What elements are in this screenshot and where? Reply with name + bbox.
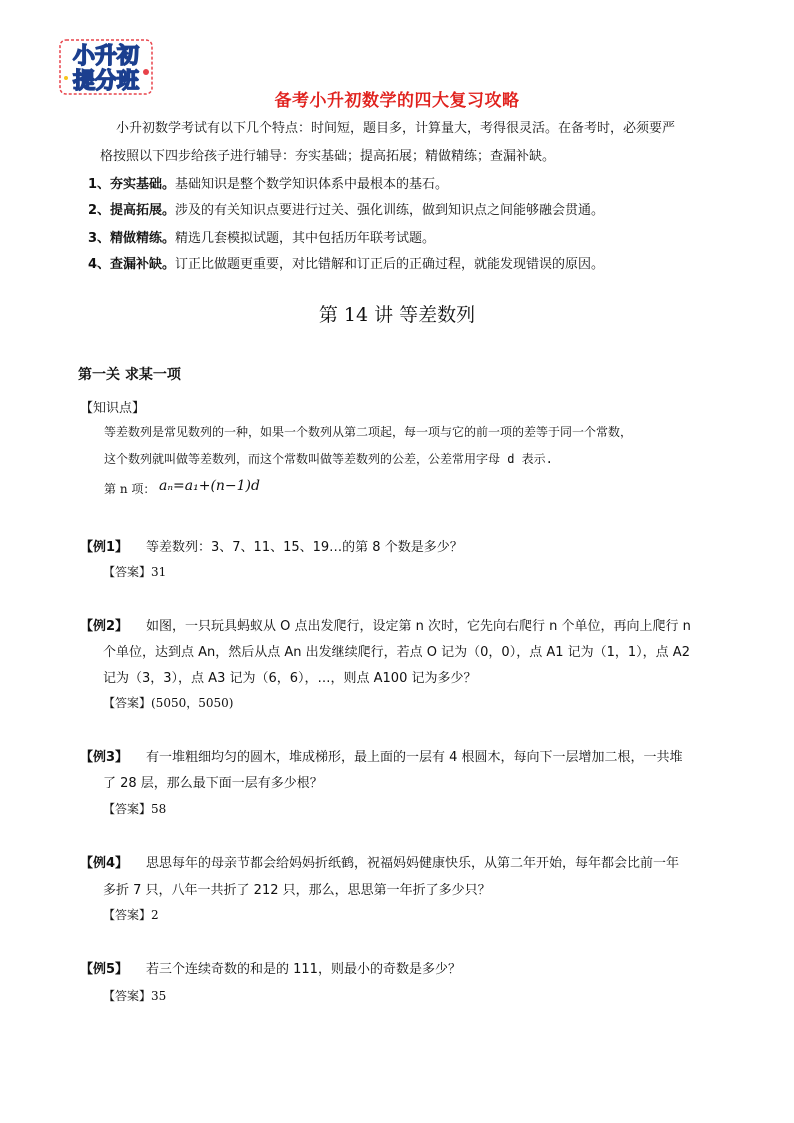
example-answer: 【答案】(5050，5050): [103, 696, 234, 710]
logo-line1: 小升初: [72, 44, 140, 69]
example-answer: 【答案】58: [103, 802, 167, 816]
example-label: 【例3】: [80, 750, 129, 765]
step-label: 3、精做精练。: [88, 231, 176, 246]
page-title: 备考小升初数学的四大复习攻略: [274, 91, 520, 111]
step-item: [88, 173, 448, 197]
example-label: 【例4】: [80, 856, 129, 871]
knowledge-line-1: 等差数列是常见数列的一种，如果一个数列从第二项起，每一项与它的前一项的差等于同一个常数，: [104, 425, 633, 439]
step-item: [88, 227, 435, 251]
step-label: 1、夯实基础。: [88, 177, 176, 192]
step-text: 涉及的有关知识点要进行过关、强化训练，做到知识点之间能够融会贯通。: [175, 203, 605, 218]
intro-line-2: 格按照以下四步给孩子进行辅导：夯实基础；提高拓展；精做精练；查漏补缺。: [100, 149, 556, 164]
intro-line-1: 小升初数学考试有以下几个特点：时间短，题目多，计算量大，考得很灵活。在备考时，必须要严: [116, 121, 676, 136]
example-label: 【例5】: [80, 962, 129, 977]
lecture-title: 第 14 讲 等差数列: [318, 304, 476, 326]
example-label: 【例1】: [80, 540, 129, 555]
example-text: 记为（3，3），点 A3 记为（6，6），…，则点 A100 记为多少？: [103, 671, 477, 686]
step-text: 订正比做题更重要，对比错解和订正后的正确过程，就能发现错误的原因。: [175, 257, 605, 272]
example-answer: 【答案】31: [103, 565, 167, 579]
step-text: 精选几套模拟试题，其中包括历年联考试题。: [175, 231, 436, 246]
step-label: 4、查漏补缺。: [88, 257, 176, 272]
example-answer: 【答案】2: [103, 908, 159, 922]
example-text: 如图，一只玩具蚂蚁从 O 点出发爬行，设定第 n 次时，它先向右爬行 n 个单位，再向上爬行 n: [146, 619, 691, 634]
example-text: 若三个连续奇数的和是的 111，则最小的奇数是多少？: [146, 962, 461, 977]
example-text: 多折 7 只，八年一共折了 212 只，那么，思思第一年折了多少只？: [103, 883, 491, 898]
step-item: [88, 199, 604, 223]
formula-label: 第 n 项：: [104, 482, 156, 496]
example-text: 等差数列：3、7、11、15、19…的第 8 个数是多少？: [146, 540, 463, 555]
nth-term-formula: aₙ=a₁+(n−1)d: [159, 478, 260, 494]
example-text: 了 28 层，那么最下面一层有多少根？: [103, 776, 323, 791]
example-answer: 【答案】35: [103, 989, 167, 1003]
example-text: 思思每年的母亲节都会给妈妈折纸鹤，祝福妈妈健康快乐，从第二年开始，每年都会比前一年: [146, 856, 680, 871]
knowledge-label: 【知识点】: [80, 401, 146, 416]
step-label: 2、提高拓展。: [88, 203, 176, 218]
step-item: [88, 253, 604, 277]
step-text: 基础知识是整个数学知识体系中最根本的基石。: [175, 177, 449, 192]
section-title: 第一关 求某一项: [78, 367, 181, 383]
logo-line2: 提分班: [72, 69, 140, 94]
knowledge-line-2: 这个数列就叫做等差数列，而这个常数叫做等差数列的公差，公差常用字母 d 表示.: [104, 452, 553, 466]
example-label: 【例2】: [80, 619, 129, 634]
example-text: 个单位，达到点 An，然后从点 An 出发继续爬行，若点 O 记为（0，0），点 A1 记为（1，1），点 A2: [103, 645, 690, 660]
example-text: 有一堆粗细均匀的圆木，堆成梯形，最上面的一层有 4 根圆木，每向下一层增加二根，一共堆: [146, 750, 683, 765]
